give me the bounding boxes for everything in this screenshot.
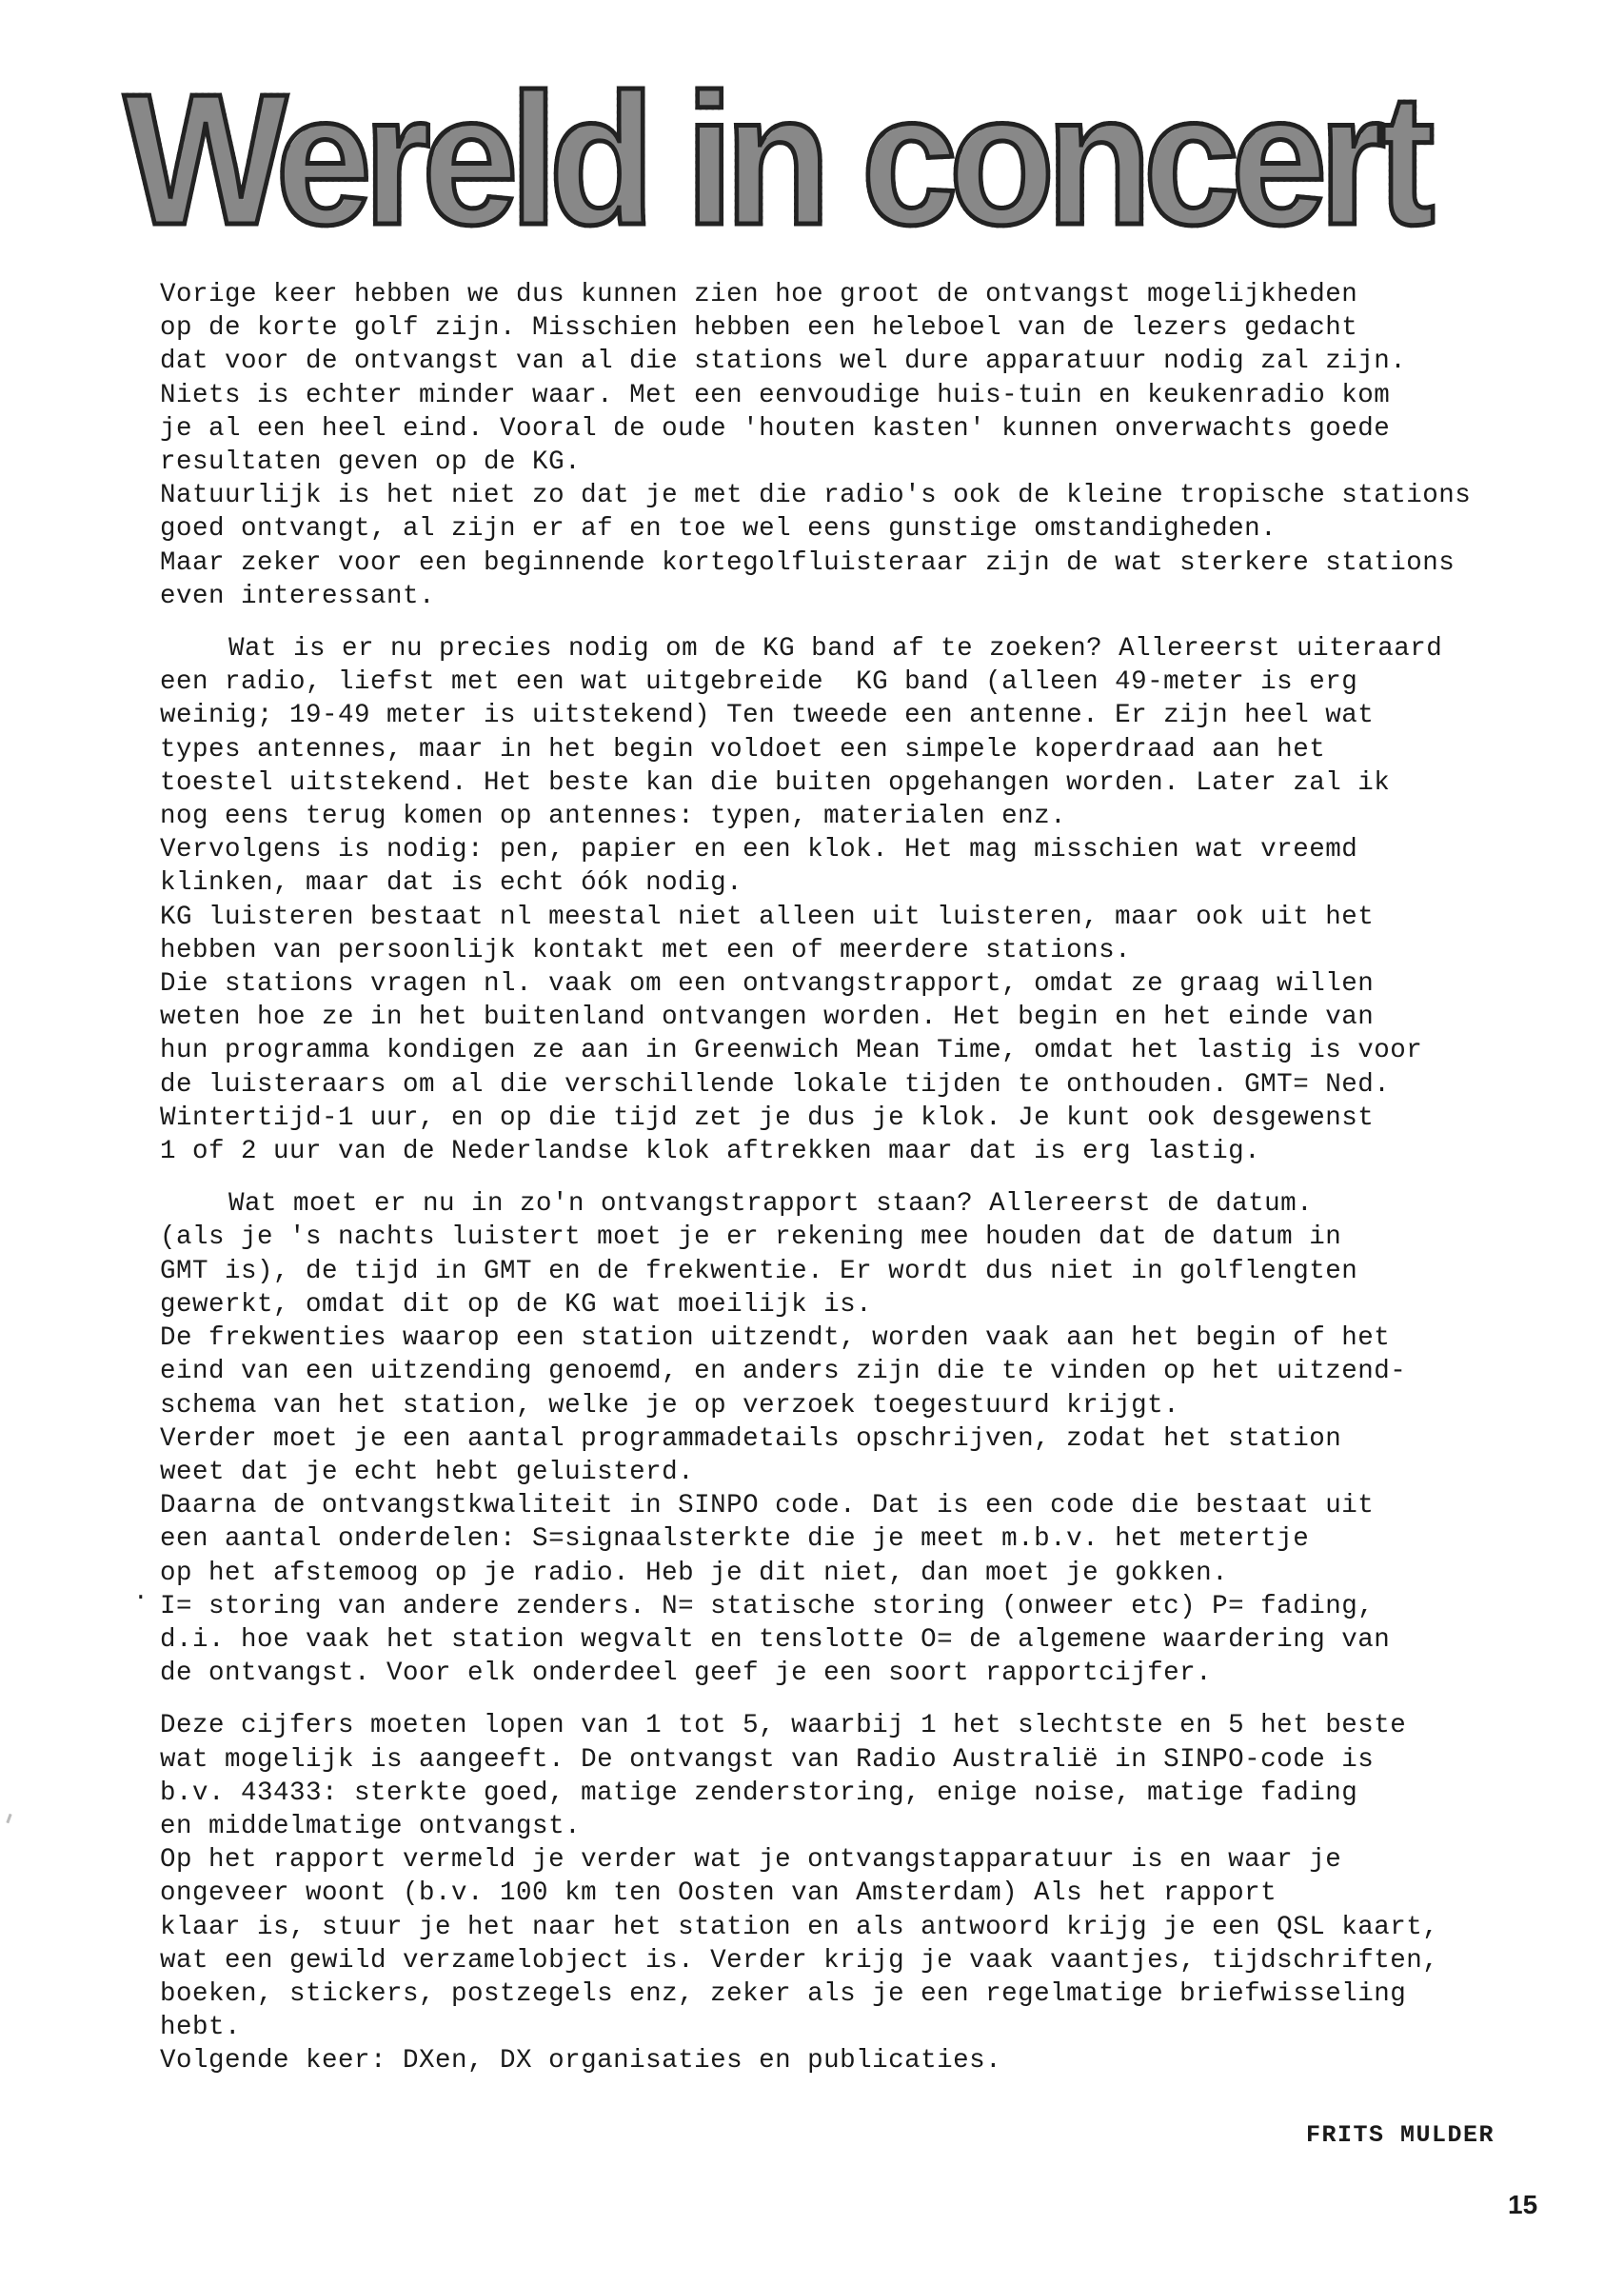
text-line: Niets is echter minder waar. Met een eenvoudige huis-tuin en keukenradio kom <box>160 380 1391 410</box>
text-line: op de korte golf zijn. Misschien hebben een heleboel van de lezers gedacht <box>160 313 1358 344</box>
text-line: I= storing van andere zenders. N= statische storing (onweer etc) P= fading, <box>160 1591 1375 1621</box>
text-line: Volgende keer: DXen, DX organisaties en publicaties. <box>160 2046 1002 2076</box>
author-signature: FRITS MULDER <box>1306 2121 1495 2149</box>
paragraph-equipment <box>160 632 1559 1168</box>
text-line: weten hoe ze in het buitenland ontvangen worden. Het begin en het einde van <box>160 1003 1375 1033</box>
text-line: een radio, liefst met een wat uitgebreide KG band (alleen 49-meter is erg <box>160 667 1358 698</box>
text-line: ongeveer woont (b.v. 100 km ten Oosten van Amsterdam) Als het rapport <box>160 1878 1277 1909</box>
paragraph-sinpo <box>160 1709 1559 2077</box>
text-line: De frekwenties waarop een station uitzendt, worden vaak aan het begin of het <box>160 1323 1391 1354</box>
text-line: dat voor de ontvangst van al die stations wel dure apparatuur nodig zal zijn. <box>160 347 1407 377</box>
text-line: boeken, stickers, postzegels enz, zeker als je een regelmatige briefwisseling <box>160 1978 1407 2009</box>
margin-mark: . <box>133 1578 149 1606</box>
text-line: Deze cijfers moeten lopen van 1 tot 5, waarbij 1 het slechtste en 5 het beste <box>160 1711 1407 1741</box>
text-line: GMT is), de tijd in GMT en de frekwentie. Er wordt dus niet in golflengten <box>160 1256 1358 1286</box>
text-line: Maar zeker voor een beginnende kortegolfluisteraar zijn de wat sterkere stations <box>160 547 1456 578</box>
text-line: Wat moet er nu in zo'n ontvangstrapport staan? Allereerst de datum. <box>228 1189 1314 1220</box>
text-line: goed ontvangt, al zijn er af en toe wel eens gunstige omstandigheden. <box>160 514 1277 545</box>
text-line: weet dat je echt hebt geluisterd. <box>160 1457 695 1487</box>
text-line: even interessant. <box>160 581 436 611</box>
text-line: de luisteraars om al die verschillende lokale tijden te onthouden. GMT= Ned. <box>160 1069 1391 1100</box>
text-line: een aantal onderdelen: S=signaalsterkte die je meet m.b.v. het metertje <box>160 1524 1310 1555</box>
article-title: Wereld in concert <box>124 55 1478 265</box>
text-line: Die stations vragen nl. vaak om een ontvangstrapport, omdat ze graag willen <box>160 969 1375 1000</box>
text-line: schema van het station, welke je op verzoek toegestuurd krijgt. <box>160 1390 1180 1421</box>
margin-tick <box>6 1814 11 1823</box>
text-line: wat mogelijk is aangeeft. De ontvangst van Radio Australië in SINPO-code is <box>160 1744 1375 1775</box>
text-line: Wintertijd-1 uur, en op die tijd zet je dus je klok. Je kunt ook desgewenst <box>160 1103 1375 1133</box>
text-line: wat een gewild verzamelobject is. Verder krijg je vaak vaantjes, tijdschriften, <box>160 1945 1439 1976</box>
page-number: 15 <box>1508 2190 1538 2219</box>
text-line: Vorige keer hebben we dus kunnen zien hoe groot de ontvangst mogelijkheden <box>160 280 1358 309</box>
text-line: Verder moet je een aantal programmadetails opschrijven, zodat het station <box>160 1423 1342 1454</box>
text-line: toestel uitstekend. Het beste kan die buiten opgehangen worden. Later zal ik <box>160 767 1391 798</box>
article-body <box>160 278 1559 2097</box>
text-line: Op het rapport vermeld je verder wat je ontvangstapparatuur is en waar je <box>160 1845 1342 1876</box>
paragraph-report <box>160 1187 1559 1690</box>
text-line: eind van een uitzending genoemd, en anders zijn die te vinden op het uitzend- <box>160 1357 1407 1387</box>
text-line: gewerkt, omdat dit op de KG wat moeilijk is. <box>160 1289 873 1320</box>
text-line: je al een heel eind. Vooral de oude 'houten kasten' kunnen onverwachts goede <box>160 413 1391 444</box>
text-line: d.i. hoe vaak het station wegvalt en tenslotte O= de algemene waardering van <box>160 1624 1391 1655</box>
text-line: op het afstemoog op je radio. Heb je dit niet, dan moet je gokken. <box>160 1558 1229 1588</box>
text-line: Natuurlijk is het niet zo dat je met die radio's ook de kleine tropische stations <box>160 481 1472 511</box>
text-line: weinig; 19-49 meter is uitstekend) Ten tweede een antenne. Er zijn heel wat <box>160 701 1375 731</box>
text-line: hun programma kondigen ze aan in Greenwich Mean Time, omdat het lastig is voor <box>160 1036 1423 1066</box>
text-line: klinken, maar dat is echt óók nodig. <box>160 868 743 899</box>
text-line: Vervolgens is nodig: pen, papier en een klok. Het mag misschien wat vreemd <box>160 835 1358 865</box>
text-line: 1 of 2 uur van de Nederlandse klok aftrekken maar dat is erg lastig. <box>160 1137 1261 1167</box>
text-line: en middelmatige ontvangst. <box>160 1811 582 1841</box>
text-line: types antennes, maar in het begin voldoet een simpele koperdraad aan het <box>160 734 1326 765</box>
text-line: b.v. 43433: sterkte goed, matige zenderstoring, enige noise, matige fading <box>160 1778 1358 1808</box>
text-line: de ontvangst. Voor elk onderdeel geef je een soort rapportcijfer. <box>160 1659 1213 1689</box>
text-line: Daarna de ontvangstkwaliteit in SINPO code. Dat is een code die bestaat uit <box>160 1491 1375 1521</box>
text-line: resultaten geven op de KG. <box>160 447 582 478</box>
text-line: KG luisteren bestaat nl meestal niet alleen uit luisteren, maar ook uit het <box>160 902 1375 932</box>
paragraph-intro <box>160 278 1559 613</box>
text-line: nog eens terug komen op antennes: typen, materialen enz. <box>160 802 1067 832</box>
text-line: klaar is, stuur je het naar het station en als antwoord krijg je een QSL kaart, <box>160 1912 1439 1942</box>
text-line: Wat is er nu precies nodig om de KG band af te zoeken? Allereerst uiteraard <box>228 634 1443 665</box>
text-line: (als je 's nachts luistert moet je er rekening mee houden dat de datum in <box>160 1222 1342 1253</box>
text-line: hebben van persoonlijk kontakt met een of meerdere stations. <box>160 935 1132 965</box>
text-line: hebt. <box>160 2013 242 2043</box>
